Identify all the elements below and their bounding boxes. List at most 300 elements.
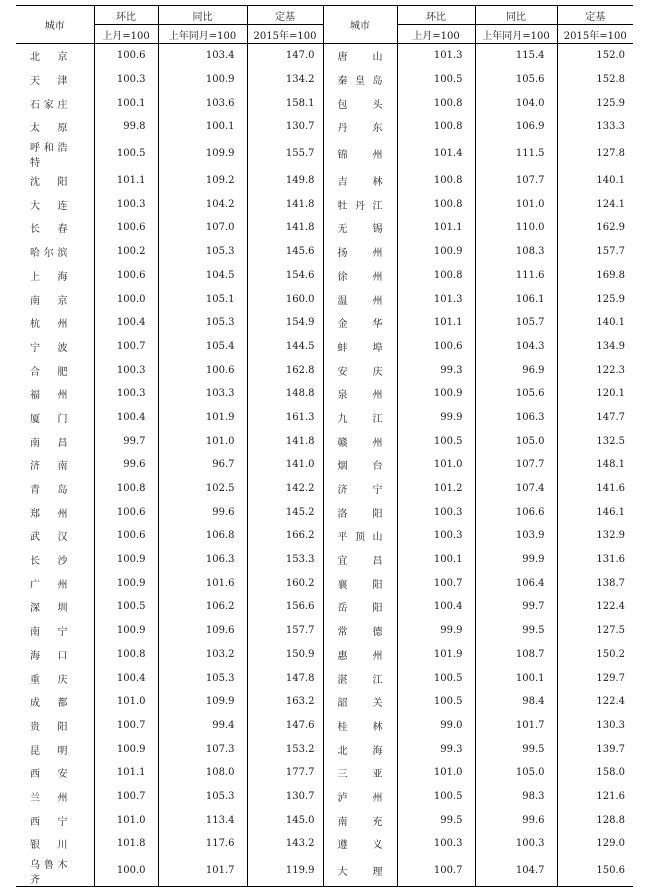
yoy-value-left: 108.0 (158, 761, 247, 785)
table-row (16, 453, 633, 477)
city-name-right: 包头 (323, 91, 397, 115)
fixed-value-right: 120.1 (557, 382, 633, 406)
table-row (16, 169, 633, 193)
header-yoy-base-right: 上年同月=100 (475, 25, 557, 44)
city-name-right: 桂林 (323, 714, 397, 738)
header-mom-right: 环比 (397, 6, 475, 25)
mom-value-right: 100.8 (397, 115, 475, 139)
table-row (16, 737, 633, 761)
fixed-value-left: 153.2 (247, 737, 323, 761)
mom-value-right: 100.5 (397, 785, 475, 809)
city-name-left: 合肥 (30, 366, 68, 378)
fixed-value-right: 129.7 (557, 666, 633, 690)
header-yoy-left: 同比 (158, 6, 247, 25)
mom-value-left: 100.0 (94, 856, 158, 887)
table-row (16, 192, 633, 216)
city-name-right: 济宁 (323, 477, 397, 501)
yoy-value-right: 103.9 (475, 524, 557, 548)
yoy-value-left: 101.0 (158, 429, 247, 453)
yoy-value-right: 101.7 (475, 714, 557, 738)
mom-value-left: 100.4 (94, 311, 158, 335)
mom-value-left: 99.8 (94, 115, 158, 139)
yoy-value-left: 103.4 (158, 44, 247, 68)
fixed-value-right: 152.0 (557, 44, 633, 68)
mom-value-left: 100.6 (94, 500, 158, 524)
yoy-value-left: 105.1 (158, 287, 247, 311)
city-name-right: 惠州 (323, 643, 397, 667)
mom-value-right: 100.8 (397, 169, 475, 193)
mom-value-right: 99.5 (397, 808, 475, 832)
fixed-value-right: 162.9 (557, 216, 633, 240)
fixed-value-right: 129.0 (557, 832, 633, 856)
yoy-value-left: 101.6 (158, 571, 247, 595)
mom-value-left: 99.7 (94, 429, 158, 453)
fixed-value-left: 160.0 (247, 287, 323, 311)
price-index-table (16, 5, 633, 887)
mom-value-left: 100.3 (94, 358, 158, 382)
city-name-right: 湛江 (323, 666, 397, 690)
mom-value-left: 100.8 (94, 477, 158, 501)
yoy-value-right: 105.7 (475, 311, 557, 335)
mom-value-left: 100.6 (94, 524, 158, 548)
mom-value-right: 99.9 (397, 619, 475, 643)
table-header (16, 6, 633, 44)
mom-value-left: 100.4 (94, 666, 158, 690)
city-name-right: 金华 (323, 311, 397, 335)
fixed-value-right: 169.8 (557, 264, 633, 288)
yoy-value-right: 99.9 (475, 548, 557, 572)
city-name-left: 天津 (30, 76, 68, 88)
fixed-value-left: 177.7 (247, 761, 323, 785)
yoy-value-left: 105.3 (158, 240, 247, 264)
fixed-value-right: 127.8 (557, 139, 633, 169)
city-name-right: 大理 (323, 856, 397, 887)
fixed-value-right: 158.0 (557, 761, 633, 785)
fixed-value-left: 141.8 (247, 429, 323, 453)
mom-value-left: 100.5 (94, 139, 158, 169)
fixed-value-left: 142.2 (247, 477, 323, 501)
fixed-value-right: 140.1 (557, 169, 633, 193)
table-row (16, 643, 633, 667)
yoy-value-right: 99.5 (475, 737, 557, 761)
fixed-value-right: 121.6 (557, 785, 633, 809)
mom-value-left: 100.7 (94, 714, 158, 738)
header-fixed-right: 定基 (557, 6, 633, 25)
mom-value-right: 100.5 (397, 429, 475, 453)
yoy-value-left: 104.5 (158, 264, 247, 288)
yoy-value-left: 109.9 (158, 690, 247, 714)
city-name-right: 泉州 (323, 382, 397, 406)
mom-value-left: 100.9 (94, 737, 158, 761)
city-name-right: 安庆 (323, 358, 397, 382)
yoy-value-right: 99.6 (475, 808, 557, 832)
fixed-value-right: 125.9 (557, 287, 633, 311)
city-name-left: 厦门 (30, 413, 68, 425)
yoy-value-left: 105.4 (158, 335, 247, 359)
city-name-left: 银川 (30, 840, 68, 852)
mom-value-right: 100.5 (397, 68, 475, 92)
mom-value-left: 100.3 (94, 382, 158, 406)
fixed-value-right: 138.7 (557, 571, 633, 595)
fixed-value-left: 147.8 (247, 666, 323, 690)
mom-value-left: 100.6 (94, 44, 158, 68)
mom-value-right: 99.9 (397, 406, 475, 430)
mom-value-right: 101.3 (397, 287, 475, 311)
table-row (16, 690, 633, 714)
mom-value-left: 99.6 (94, 453, 158, 477)
yoy-value-right: 99.5 (475, 619, 557, 643)
fixed-value-left: 130.7 (247, 115, 323, 139)
table-row (16, 287, 633, 311)
yoy-value-right: 106.6 (475, 500, 557, 524)
mom-value-left: 101.1 (94, 761, 158, 785)
mom-value-right: 100.8 (397, 91, 475, 115)
mom-value-right: 100.5 (397, 690, 475, 714)
fixed-value-left: 149.8 (247, 169, 323, 193)
fixed-value-left: 147.6 (247, 714, 323, 738)
city-name-left: 海口 (30, 650, 68, 662)
city-name-right: 秦皇岛 (323, 68, 397, 92)
yoy-value-right: 107.4 (475, 477, 557, 501)
fixed-value-left: 154.6 (247, 264, 323, 288)
table-row (16, 500, 633, 524)
city-name-right: 三亚 (323, 761, 397, 785)
yoy-value-left: 109.9 (158, 139, 247, 169)
header-fixed-base-right: 2015年=100 (557, 25, 633, 44)
yoy-value-right: 100.3 (475, 832, 557, 856)
city-name-left: 重庆 (30, 674, 68, 686)
header-mom-base-left: 上月=100 (94, 25, 158, 44)
mom-value-right: 100.1 (397, 548, 475, 572)
yoy-value-left: 99.4 (158, 714, 247, 738)
city-name-left: 成都 (30, 698, 68, 710)
city-name-right: 扬州 (323, 240, 397, 264)
yoy-value-right: 105.0 (475, 761, 557, 785)
yoy-value-left: 102.5 (158, 477, 247, 501)
yoy-value-left: 106.2 (158, 595, 247, 619)
city-name-left: 西安 (30, 769, 68, 781)
fixed-value-left: 144.5 (247, 335, 323, 359)
yoy-value-right: 107.7 (475, 169, 557, 193)
fixed-value-right: 125.9 (557, 91, 633, 115)
fixed-value-right: 139.7 (557, 737, 633, 761)
fixed-value-right: 140.1 (557, 311, 633, 335)
mom-value-right: 100.8 (397, 264, 475, 288)
mom-value-right: 101.3 (397, 44, 475, 68)
yoy-value-right: 106.4 (475, 571, 557, 595)
city-name-left: 郑州 (30, 508, 68, 520)
mom-value-right: 99.3 (397, 358, 475, 382)
city-name-right: 岳阳 (323, 595, 397, 619)
header-fixed-left: 定基 (247, 6, 323, 25)
city-name-right: 赣州 (323, 429, 397, 453)
city-name-left: 青岛 (30, 485, 68, 497)
table-row (16, 240, 633, 264)
city-name-left: 兰州 (30, 792, 68, 804)
fixed-value-left: 160.2 (247, 571, 323, 595)
table-row (16, 115, 633, 139)
city-name-left: 西宁 (30, 816, 68, 828)
yoy-value-left: 101.9 (158, 406, 247, 430)
header-yoy-right: 同比 (475, 6, 557, 25)
mom-value-right: 100.4 (397, 595, 475, 619)
yoy-value-right: 108.7 (475, 643, 557, 667)
table-row (16, 714, 633, 738)
header-mom-left: 环比 (94, 6, 158, 25)
fixed-value-right: 128.8 (557, 808, 633, 832)
yoy-value-left: 113.4 (158, 808, 247, 832)
fixed-value-right: 134.9 (557, 335, 633, 359)
yoy-value-right: 99.7 (475, 595, 557, 619)
header-yoy-base-left: 上年同月=100 (158, 25, 247, 44)
fixed-value-left: 156.6 (247, 595, 323, 619)
mom-value-right: 101.1 (397, 216, 475, 240)
yoy-value-right: 105.6 (475, 382, 557, 406)
fixed-value-right: 132.5 (557, 429, 633, 453)
fixed-value-left: 141.8 (247, 192, 323, 216)
yoy-value-right: 108.3 (475, 240, 557, 264)
header-city-left: 城市 (16, 6, 94, 44)
table-row (16, 761, 633, 785)
fixed-value-left: 153.3 (247, 548, 323, 572)
fixed-value-right: 131.6 (557, 548, 633, 572)
yoy-value-right: 106.9 (475, 115, 557, 139)
mom-value-left: 100.9 (94, 548, 158, 572)
city-name-right: 吉林 (323, 169, 397, 193)
fixed-value-left: 130.7 (247, 785, 323, 809)
city-name-left: 福州 (30, 390, 68, 402)
mom-value-left: 100.1 (94, 91, 158, 115)
fixed-value-right: 141.6 (557, 477, 633, 501)
fixed-value-right: 133.3 (557, 115, 633, 139)
city-name-right: 丹东 (323, 115, 397, 139)
yoy-value-right: 104.3 (475, 335, 557, 359)
city-name-left: 长沙 (30, 556, 68, 568)
yoy-value-right: 111.6 (475, 264, 557, 288)
fixed-value-right: 124.1 (557, 192, 633, 216)
city-name-left: 武汉 (30, 532, 68, 544)
city-name-right: 锦州 (323, 139, 397, 169)
fixed-value-left: 119.9 (247, 856, 323, 887)
mom-value-right: 100.3 (397, 832, 475, 856)
yoy-value-right: 110.0 (475, 216, 557, 240)
city-name-right: 牡丹江 (323, 192, 397, 216)
fixed-value-left: 134.2 (247, 68, 323, 92)
city-name-left: 杭州 (30, 319, 68, 331)
mom-value-left: 100.5 (94, 595, 158, 619)
fixed-value-right: 127.5 (557, 619, 633, 643)
city-name-right: 烟台 (323, 453, 397, 477)
city-name-left: 上海 (30, 271, 68, 283)
city-name-right: 唐山 (323, 44, 397, 68)
city-name-left: 深圳 (30, 603, 68, 615)
table-row (16, 785, 633, 809)
mom-value-left: 100.7 (94, 335, 158, 359)
fixed-value-right: 130.3 (557, 714, 633, 738)
table-row (16, 382, 633, 406)
yoy-value-left: 96.7 (158, 453, 247, 477)
yoy-value-left: 106.3 (158, 548, 247, 572)
fixed-value-left: 143.2 (247, 832, 323, 856)
city-name-right: 洛阳 (323, 500, 397, 524)
fixed-value-left: 158.1 (247, 91, 323, 115)
city-name-left: 昆明 (30, 745, 68, 757)
table-row (16, 311, 633, 335)
mom-value-right: 100.3 (397, 524, 475, 548)
yoy-value-left: 103.3 (158, 382, 247, 406)
city-name-right: 泸州 (323, 785, 397, 809)
fixed-value-left: 163.2 (247, 690, 323, 714)
table-row (16, 856, 633, 887)
yoy-value-right: 111.5 (475, 139, 557, 169)
mom-value-right: 101.1 (397, 311, 475, 335)
city-name-right: 蚌埠 (323, 335, 397, 359)
city-name-right: 南充 (323, 808, 397, 832)
city-name-left: 哈尔滨 (30, 248, 68, 260)
fixed-value-right: 150.6 (557, 856, 633, 887)
yoy-value-left: 103.2 (158, 643, 247, 667)
yoy-value-left: 104.2 (158, 192, 247, 216)
fixed-value-left: 157.7 (247, 619, 323, 643)
mom-value-right: 100.5 (397, 666, 475, 690)
table-row (16, 44, 633, 68)
city-name-left: 沈阳 (30, 177, 68, 189)
mom-value-left: 100.3 (94, 68, 158, 92)
fixed-value-right: 150.2 (557, 643, 633, 667)
table-row (16, 358, 633, 382)
fixed-value-left: 161.3 (247, 406, 323, 430)
yoy-value-left: 103.6 (158, 91, 247, 115)
fixed-value-left: 148.8 (247, 382, 323, 406)
city-name-right: 遵义 (323, 832, 397, 856)
fixed-value-left: 162.8 (247, 358, 323, 382)
yoy-value-left: 105.3 (158, 666, 247, 690)
city-name-right: 九江 (323, 406, 397, 430)
mom-value-left: 100.6 (94, 264, 158, 288)
yoy-value-right: 98.3 (475, 785, 557, 809)
table-row (16, 335, 633, 359)
city-name-right: 平顶山 (323, 524, 397, 548)
mom-value-right: 100.8 (397, 192, 475, 216)
mom-value-left: 100.7 (94, 785, 158, 809)
table-row (16, 666, 633, 690)
city-name-left: 长春 (30, 224, 68, 236)
table-row (16, 68, 633, 92)
mom-value-left: 100.0 (94, 287, 158, 311)
mom-value-left: 101.0 (94, 690, 158, 714)
yoy-value-left: 105.3 (158, 311, 247, 335)
city-name-right: 无锡 (323, 216, 397, 240)
mom-value-right: 100.3 (397, 500, 475, 524)
yoy-value-left: 109.2 (158, 169, 247, 193)
city-name-left: 石家庄 (30, 99, 68, 111)
mom-value-right: 100.9 (397, 240, 475, 264)
table-row (16, 91, 633, 115)
fixed-value-right: 147.7 (557, 406, 633, 430)
city-name-left: 乌鲁木齐 (16, 856, 94, 887)
table-row (16, 264, 633, 288)
table-row (16, 139, 633, 169)
mom-value-right: 101.2 (397, 477, 475, 501)
fixed-value-right: 122.3 (557, 358, 633, 382)
mom-value-right: 100.6 (397, 335, 475, 359)
city-name-left: 太原 (30, 123, 68, 135)
mom-value-left: 101.1 (94, 169, 158, 193)
yoy-value-left: 100.1 (158, 115, 247, 139)
yoy-value-right: 107.7 (475, 453, 557, 477)
yoy-value-left: 105.3 (158, 785, 247, 809)
fixed-value-left: 141.8 (247, 216, 323, 240)
mom-value-left: 101.8 (94, 832, 158, 856)
table-row (16, 216, 633, 240)
fixed-value-left: 166.2 (247, 524, 323, 548)
table-row (16, 548, 633, 572)
mom-value-left: 100.2 (94, 240, 158, 264)
yoy-value-right: 101.0 (475, 192, 557, 216)
yoy-value-right: 106.3 (475, 406, 557, 430)
fixed-value-right: 157.7 (557, 240, 633, 264)
city-name-right: 北海 (323, 737, 397, 761)
table-body (16, 44, 633, 887)
yoy-value-right: 100.1 (475, 666, 557, 690)
fixed-value-left: 145.6 (247, 240, 323, 264)
mom-value-left: 100.6 (94, 216, 158, 240)
fixed-value-left: 145.2 (247, 500, 323, 524)
city-name-left: 大连 (30, 200, 68, 212)
fixed-value-right: 148.1 (557, 453, 633, 477)
yoy-value-right: 98.4 (475, 690, 557, 714)
yoy-value-right: 104.0 (475, 91, 557, 115)
city-name-left: 南京 (30, 295, 68, 307)
city-name-left: 广州 (30, 579, 68, 591)
yoy-value-right: 105.0 (475, 429, 557, 453)
fixed-value-left: 145.0 (247, 808, 323, 832)
fixed-value-right: 152.8 (557, 68, 633, 92)
yoy-value-left: 101.7 (158, 856, 247, 887)
table-row (16, 571, 633, 595)
yoy-value-left: 107.3 (158, 737, 247, 761)
table-row (16, 832, 633, 856)
mom-value-right: 101.0 (397, 453, 475, 477)
yoy-value-left: 107.0 (158, 216, 247, 240)
yoy-value-right: 106.1 (475, 287, 557, 311)
city-name-left: 北京 (30, 52, 68, 64)
yoy-value-left: 100.9 (158, 68, 247, 92)
fixed-value-left: 154.9 (247, 311, 323, 335)
yoy-value-right: 96.9 (475, 358, 557, 382)
table-row (16, 477, 633, 501)
table-row (16, 619, 633, 643)
mom-value-right: 101.9 (397, 643, 475, 667)
mom-value-right: 99.0 (397, 714, 475, 738)
mom-value-left: 100.8 (94, 643, 158, 667)
table-row (16, 429, 633, 453)
city-name-right: 襄阳 (323, 571, 397, 595)
yoy-value-left: 106.8 (158, 524, 247, 548)
mom-value-right: 101.4 (397, 139, 475, 169)
mom-value-right: 99.3 (397, 737, 475, 761)
city-name-right: 徐州 (323, 264, 397, 288)
mom-value-left: 100.9 (94, 571, 158, 595)
city-name-left: 呼和浩特 (30, 142, 68, 169)
yoy-value-left: 100.6 (158, 358, 247, 382)
fixed-value-left: 141.0 (247, 453, 323, 477)
header-mom-base-right: 上月=100 (397, 25, 475, 44)
fixed-value-right: 122.4 (557, 690, 633, 714)
table-row (16, 524, 633, 548)
table-row (16, 406, 633, 430)
mom-value-left: 100.4 (94, 406, 158, 430)
